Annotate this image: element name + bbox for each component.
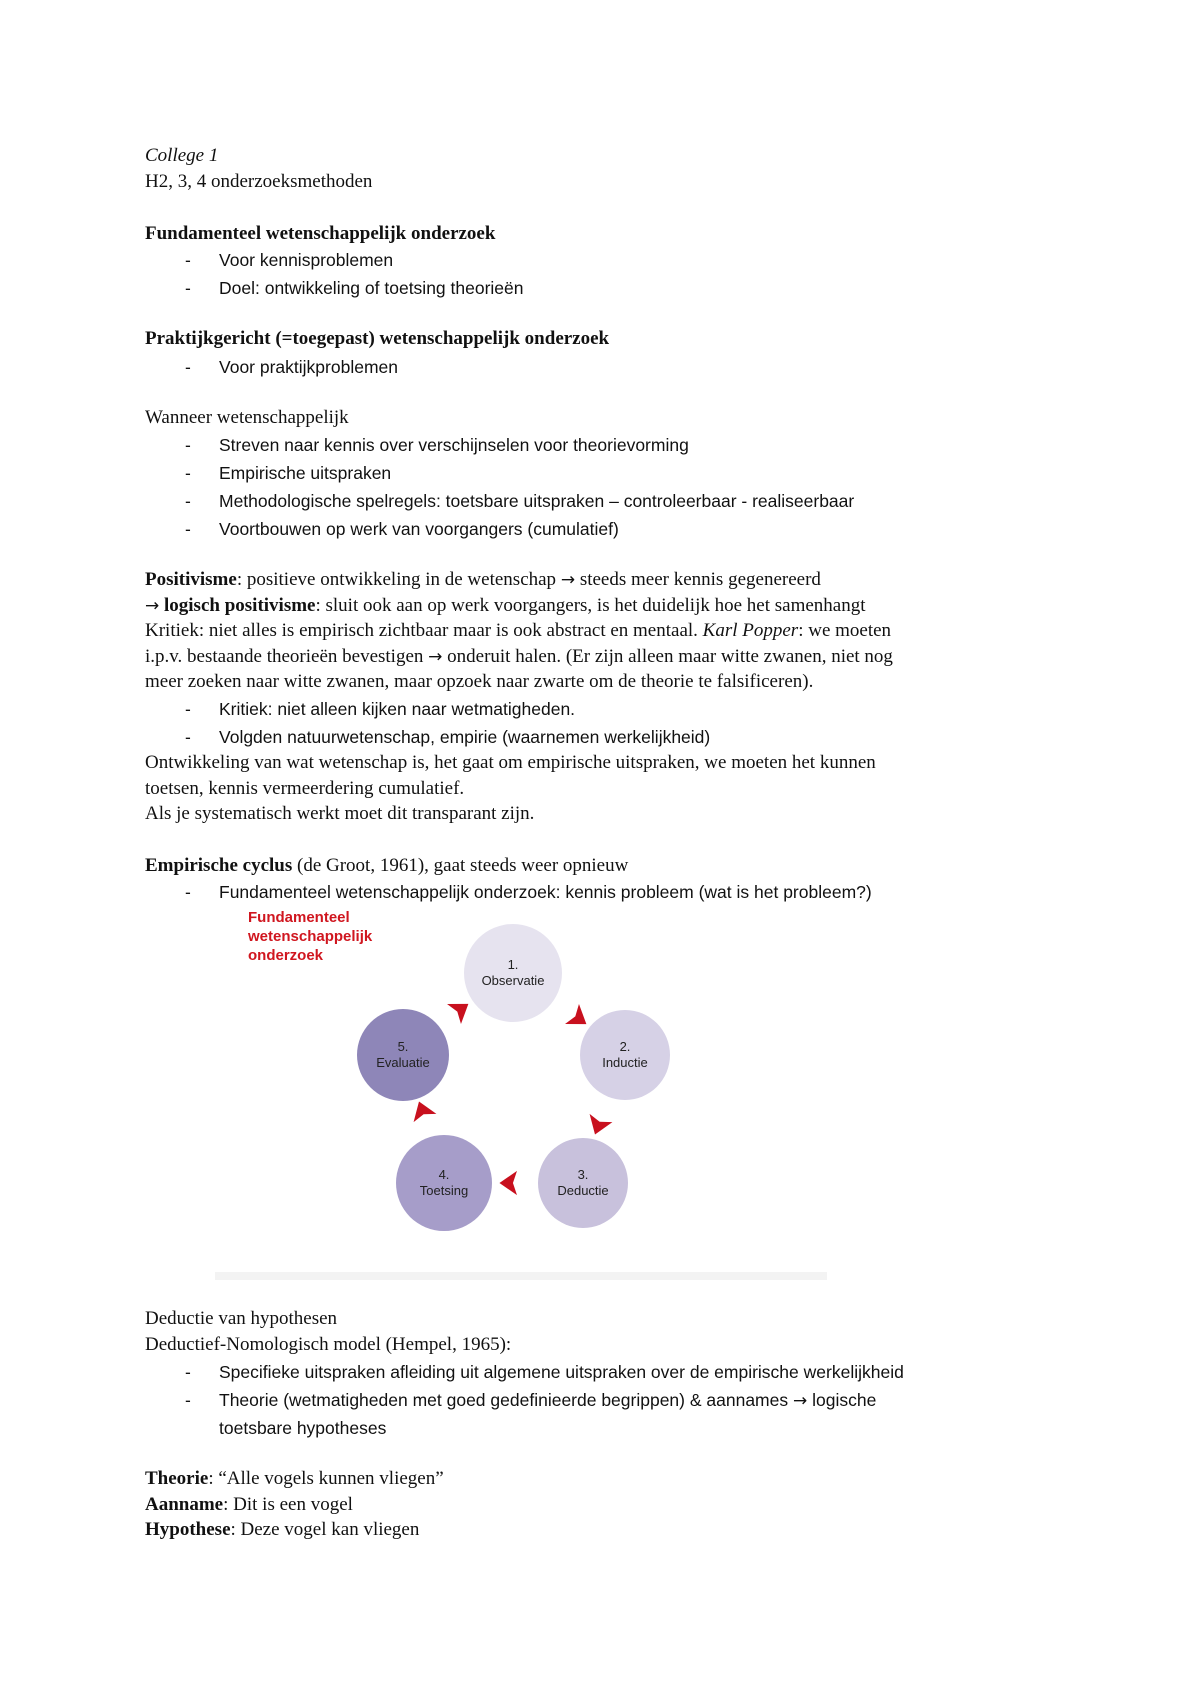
paragraph-positivisme: Positivisme: positieve ontwikkeling in de wetenschap → steeds meer kennis gegenereerd [145,569,821,590]
image-bottom-strip [215,1272,827,1280]
cycle-node-deductie [538,1138,628,1228]
example-hypothese: Hypothese: Deze vogel kan vliegen [145,1519,420,1540]
node-number: 4. [438,1167,450,1182]
cycle-arrow-icon [499,1171,517,1195]
node-number: 2. [619,1039,631,1054]
paragraph-logisch-positivisme: → logisch positivisme: sluit ook aan op werk voorgangers, is het duidelijk hoe het samenhangt [145,595,866,616]
diagram-title-line: onderzoek [248,947,324,964]
node-label: Evaluatie [376,1055,430,1070]
paragraph-line: Ontwikkeling van wat wetenschap is, het gaat om empirische uitspraken, we moeten het kunnen [145,752,876,773]
document-page: College 1 H2, 3, 4 onderzoeksmethoden Fundamenteel wetenschappelijk onderzoek - Voor kennisproblemen - Doel: ontwikkeling of toetsing theorieën Praktijkgericht (=toegepast) wetenschappelijk onderzoek - Voor praktijkproblemen Wanneer wetenschappelijk - Streven naar kennis over verschijnselen voor theorievorming - Empirische uitspraken - Methodologische spelregels: toetsbare uitspraken – controleerbaar - realiseerbaar - Voortbouwen op werk van voorgangers (cumulatief) Positivisme: positieve ontwikkeling in de wetenschap → steeds meer kennis gegenereerd → logisch positivisme: sluit ook aan op werk voorgangers, is het duidelijk hoe het samenhangt Kritiek: niet alles is empirisch zichtbaar maar is ook abstract en mentaal. Karl Popper: we moeten i.p.v. bestaande theorieën bevestigen → onderuit halen. (Er zijn alleen maar witte zwanen, niet nog meer zoeken naar witte zwanen, maar opzoek naar zwarte om de theorie te falsificeren). - Kritiek: niet alleen kijken naar wetmatigheden. - Volgden natuurwetenschap, empirie (waarnemen werkelijkheid) Ontwikkeling van wat wetenschap is, het gaat om empirische uitspraken, we moeten het kunnen toetsen, kennis vermeerdering cumulatief. Als je systematisch werkt moet dit transparant zijn. Empirische cyclus (de Groot, 1961), gaat steeds weer opnieuw - Fundamenteel wetenschappelijk onderzoek: kennis probleem (wat is het probleem?) Fundamenteel wetenschappelijk onderzoek 1. Observatie 2. Inductie 3. Deductie 4. Toetsing 5. Evaluatie Deductie van hypothesen Deductief-Nomologisch model (Hempel, 1965): - Specifieke uitspraken afleiding uit algemene uitspraken over de empirische werkelijkheid - Theorie (wetmatigheden met goed gedefinieerde begrippen) & aannames → logische toetsbare hypotheses Theorie: “Alle vogels kunnen vliegen” Aanname: Dit is een vogel Hypothese: Deze vogel kan vliegen [145,145,904,1540]
heading-fundamenteel: Fundamenteel wetenschappelijk onderzoek [145,223,496,244]
cycle-arrow-icon [408,1097,437,1122]
node-number: 5. [397,1039,409,1054]
diagram-title-line: wetenschappelijk [248,928,373,945]
paragraph-line: Deductief-Nomologisch model (Hempel, 1965): [145,1334,512,1355]
cycle-arrow-icon [447,994,475,1024]
arrow-right-icon: → [428,647,443,667]
empirical-cycle-diagram [215,905,830,1280]
cycle-node-inductie [580,1010,670,1100]
heading-praktijkgericht: Praktijkgericht (=toegepast) wetenschappelijk onderzoek [145,328,610,349]
node-label: Toetsing [419,1183,469,1198]
paragraph-line: Deductie van hypothesen [145,1308,338,1329]
paragraph-line: i.p.v. bestaande theorieën bevestigen → onderuit halen. (Er zijn alleen maar witte zwanen, niet nog [145,646,893,667]
arrow-right-icon: → [793,1391,808,1411]
node-label: Inductie [602,1055,648,1070]
node-label: Deductie [557,1183,609,1198]
empirical-cycle-svg [215,905,830,1280]
paragraph-line: meer zoeken naar witte zwanen, maar opzoek naar zwarte om de theorie te falsificeren). [145,671,814,692]
node-number: 1. [507,957,519,972]
paragraph-line: Als je systematisch werkt moet dit transparant zijn. [145,803,535,824]
cycle-node-observatie [464,924,562,1022]
cycle-node-evaluatie [357,1009,449,1101]
heading-wanneer: Wanneer wetenschappelijk [145,407,349,428]
example-aanname: Aanname: Dit is een vogel [145,1494,353,1515]
heading-empirische-cyclus: Empirische cyclus (de Groot, 1961), gaat steeds weer opnieuw [145,855,629,876]
arrow-right-icon: → [560,570,576,590]
arrow-right-icon: → [145,596,160,616]
paragraph-line: Kritiek: niet alles is empirisch zichtbaar maar is ook abstract en mentaal. Karl Popper: we moeten [145,620,892,641]
node-label: Observatie [481,973,545,988]
document-title: College 1 [145,145,219,166]
cycle-node-toetsing [396,1135,492,1231]
node-number: 3. [577,1167,589,1182]
example-theorie: Theorie: “Alle vogels kunnen vliegen” [145,1468,444,1489]
diagram-title-line: Fundamenteel [248,909,350,926]
paragraph-line: toetsen, kennis vermeerdering cumulatief. [145,778,465,799]
document-subtitle: H2, 3, 4 onderzoeksmethoden [145,171,373,192]
cycle-arrow-icon [584,1114,613,1139]
